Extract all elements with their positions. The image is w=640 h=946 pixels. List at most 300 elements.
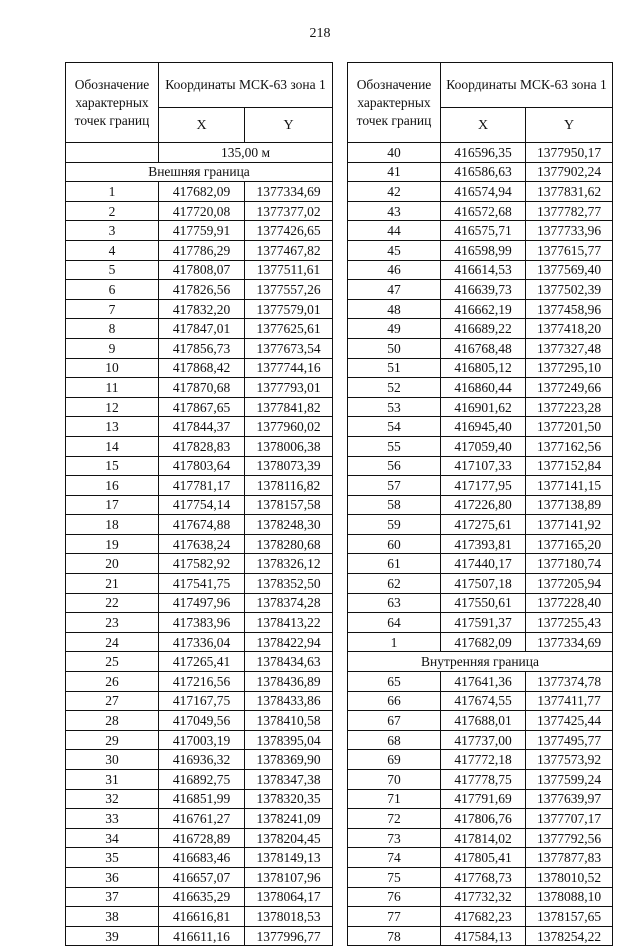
point-number: 40 (348, 143, 441, 163)
point-number: 61 (348, 554, 441, 574)
table-row (66, 221, 333, 241)
coord-x: 417674,88 (159, 515, 245, 535)
table-row (348, 182, 613, 202)
coord-y: 1378006,38 (245, 436, 333, 456)
coord-x: 416761,27 (159, 809, 245, 829)
point-number: 76 (348, 887, 441, 907)
coord-y: 1378326,12 (245, 554, 333, 574)
table-header-row (66, 63, 333, 108)
table-row (348, 730, 613, 750)
table-row (348, 613, 613, 633)
coord-y: 1377418,20 (526, 319, 613, 339)
coord-x: 416616,81 (159, 907, 245, 927)
table-row (66, 338, 333, 358)
point-number: 48 (348, 299, 441, 319)
point-number: 58 (348, 495, 441, 515)
table-row (348, 143, 613, 163)
point-number: 27 (66, 691, 159, 711)
coord-y: 1377782,77 (526, 201, 613, 221)
coord-y: 1377877,83 (526, 848, 613, 868)
coord-x: 417682,09 (441, 632, 526, 652)
coord-x: 417003,19 (159, 730, 245, 750)
table-row (348, 240, 613, 260)
coord-x: 416851,99 (159, 789, 245, 809)
table-row (66, 907, 333, 927)
table-row (348, 907, 613, 927)
point-number: 7 (66, 299, 159, 319)
table-row (66, 378, 333, 398)
coord-y: 1377334,69 (245, 182, 333, 202)
point-number: 43 (348, 201, 441, 221)
coord-x: 417868,42 (159, 358, 245, 378)
coord-y: 1377141,15 (526, 476, 613, 496)
table-row (66, 652, 333, 672)
table-row (348, 534, 613, 554)
coord-x: 417497,96 (159, 593, 245, 613)
point-number: 33 (66, 809, 159, 829)
table-row (348, 672, 613, 692)
coord-x: 417759,91 (159, 221, 245, 241)
coord-y: 1377138,89 (526, 495, 613, 515)
coord-y: 1378018,53 (245, 907, 333, 927)
table-row (348, 574, 613, 594)
point-number: 54 (348, 417, 441, 437)
coord-y: 1377573,92 (526, 750, 613, 770)
coord-y: 1377249,66 (526, 378, 613, 398)
coord-y: 1378064,17 (245, 887, 333, 907)
coord-x: 416892,75 (159, 770, 245, 790)
table-row (348, 554, 613, 574)
table-row (66, 848, 333, 868)
section-row (66, 162, 333, 182)
distance-empty-cell (66, 143, 159, 163)
coord-x: 417732,32 (441, 887, 526, 907)
coord-y: 1378434,63 (245, 652, 333, 672)
point-number: 25 (66, 652, 159, 672)
table-row (348, 456, 613, 476)
section-row (348, 652, 613, 672)
coord-x: 416945,40 (441, 417, 526, 437)
coord-x: 417167,75 (159, 691, 245, 711)
coord-y: 1378320,35 (245, 789, 333, 809)
table-row (66, 574, 333, 594)
coord-y: 1377425,44 (526, 711, 613, 731)
coord-x: 417870,68 (159, 378, 245, 398)
coord-y: 1378254,22 (526, 926, 613, 946)
point-number: 32 (66, 789, 159, 809)
table-row (348, 221, 613, 241)
coord-y: 1377673,54 (245, 338, 333, 358)
coord-x: 416662,19 (441, 299, 526, 319)
coord-y: 1378395,04 (245, 730, 333, 750)
header-x: X (441, 108, 526, 143)
coord-y: 1377377,02 (245, 201, 333, 221)
table-row (66, 436, 333, 456)
coord-y: 1377165,20 (526, 534, 613, 554)
table-row (66, 515, 333, 535)
coord-y: 1378413,22 (245, 613, 333, 633)
coord-x: 416657,07 (159, 867, 245, 887)
point-number: 31 (66, 770, 159, 790)
coord-x: 416768,48 (441, 338, 526, 358)
coord-x: 416635,29 (159, 887, 245, 907)
coord-y: 1378157,65 (526, 907, 613, 927)
table-row (348, 358, 613, 378)
table-row (66, 260, 333, 280)
coord-y: 1377295,10 (526, 358, 613, 378)
point-number: 57 (348, 476, 441, 496)
table-row (66, 476, 333, 496)
table-row (66, 672, 333, 692)
coord-x: 416598,99 (441, 240, 526, 260)
table-row (66, 417, 333, 437)
table-row (66, 691, 333, 711)
point-number: 45 (348, 240, 441, 260)
point-number: 26 (66, 672, 159, 692)
coord-y: 1377162,56 (526, 436, 613, 456)
point-number: 5 (66, 260, 159, 280)
page-number: 218 (309, 26, 331, 41)
table-row (66, 319, 333, 339)
coord-x: 417049,56 (159, 711, 245, 731)
table-row (66, 613, 333, 633)
point-number: 19 (66, 534, 159, 554)
coord-y: 1378374,28 (245, 593, 333, 613)
point-number: 66 (348, 691, 441, 711)
point-number: 18 (66, 515, 159, 535)
coord-x: 417682,09 (159, 182, 245, 202)
coord-x: 417265,41 (159, 652, 245, 672)
point-number: 44 (348, 221, 441, 241)
coord-y: 1378280,68 (245, 534, 333, 554)
coord-y: 1378073,39 (245, 456, 333, 476)
point-number: 15 (66, 456, 159, 476)
point-number: 51 (348, 358, 441, 378)
point-number: 75 (348, 867, 441, 887)
table-row (348, 260, 613, 280)
distance-value: 135,00 м (159, 143, 333, 163)
point-number: 49 (348, 319, 441, 339)
point-number: 71 (348, 789, 441, 809)
coord-x: 417688,01 (441, 711, 526, 731)
table-row (348, 711, 613, 731)
coord-x: 417336,04 (159, 632, 245, 652)
point-number: 30 (66, 750, 159, 770)
coord-y: 1378410,58 (245, 711, 333, 731)
point-number: 36 (66, 867, 159, 887)
table-row (66, 554, 333, 574)
point-number: 10 (66, 358, 159, 378)
coord-y: 1377557,26 (245, 280, 333, 300)
point-number: 38 (66, 907, 159, 927)
coord-y: 1377744,16 (245, 358, 333, 378)
coord-x: 417440,17 (441, 554, 526, 574)
coord-y: 1377511,61 (245, 260, 333, 280)
point-number: 74 (348, 848, 441, 868)
point-number: 72 (348, 809, 441, 829)
point-number: 78 (348, 926, 441, 946)
point-number: 14 (66, 436, 159, 456)
coord-y: 1377793,01 (245, 378, 333, 398)
table-row (66, 534, 333, 554)
point-number: 56 (348, 456, 441, 476)
point-number: 3 (66, 221, 159, 241)
coord-x: 417832,20 (159, 299, 245, 319)
coord-y: 1378149,13 (245, 848, 333, 868)
coord-y: 1377141,92 (526, 515, 613, 535)
coord-x: 416574,94 (441, 182, 526, 202)
table-row (348, 887, 613, 907)
coord-y: 1378116,82 (245, 476, 333, 496)
coord-y: 1377841,82 (245, 397, 333, 417)
point-number: 34 (66, 828, 159, 848)
section-inner-boundary: Внутренняя граница (348, 652, 613, 672)
coord-y: 1378352,50 (245, 574, 333, 594)
point-number: 37 (66, 887, 159, 907)
table-row (348, 809, 613, 829)
point-number: 77 (348, 907, 441, 927)
table-row (66, 456, 333, 476)
point-number: 55 (348, 436, 441, 456)
coord-x: 417828,83 (159, 436, 245, 456)
coord-x: 417107,33 (441, 456, 526, 476)
header-coordinates: Координаты МСК-63 зона 1 (441, 63, 613, 108)
coord-x: 417550,61 (441, 593, 526, 613)
coord-x: 417383,96 (159, 613, 245, 633)
coord-y: 1377334,69 (526, 632, 613, 652)
coord-y: 1377374,78 (526, 672, 613, 692)
table-row (348, 632, 613, 652)
table-row (66, 299, 333, 319)
coord-y: 1377569,40 (526, 260, 613, 280)
table-row (348, 436, 613, 456)
table-header-row (348, 63, 613, 108)
table-row (66, 711, 333, 731)
coord-y: 1377502,39 (526, 280, 613, 300)
table-row (66, 887, 333, 907)
point-number: 73 (348, 828, 441, 848)
table-row (66, 730, 333, 750)
coord-y: 1377950,17 (526, 143, 613, 163)
coord-y: 1378157,58 (245, 495, 333, 515)
point-number: 59 (348, 515, 441, 535)
point-number: 68 (348, 730, 441, 750)
coord-y: 1377467,82 (245, 240, 333, 260)
coord-y: 1377228,40 (526, 593, 613, 613)
coord-y: 1377411,77 (526, 691, 613, 711)
point-number: 12 (66, 397, 159, 417)
section-outer-boundary: Внешняя граница (66, 162, 333, 182)
point-number: 64 (348, 613, 441, 633)
point-number: 6 (66, 280, 159, 300)
coord-x: 417226,80 (441, 495, 526, 515)
coordinates-table-right (347, 62, 613, 946)
point-number: 29 (66, 730, 159, 750)
coord-y: 1377327,48 (526, 338, 613, 358)
point-number: 24 (66, 632, 159, 652)
point-number: 35 (66, 848, 159, 868)
coord-y: 1378204,45 (245, 828, 333, 848)
distance-row (66, 143, 333, 163)
table-row (66, 397, 333, 417)
table-row (66, 828, 333, 848)
coordinates-table-left (65, 62, 333, 946)
point-number: 11 (66, 378, 159, 398)
coord-y: 1377495,77 (526, 730, 613, 750)
coord-x: 417867,65 (159, 397, 245, 417)
point-number: 23 (66, 613, 159, 633)
table-row (348, 299, 613, 319)
table-row (348, 495, 613, 515)
coord-x: 417786,29 (159, 240, 245, 260)
coord-x: 417847,01 (159, 319, 245, 339)
coord-x: 417768,73 (441, 867, 526, 887)
coord-x: 417844,37 (159, 417, 245, 437)
coord-y: 1377201,50 (526, 417, 613, 437)
point-number: 62 (348, 574, 441, 594)
coord-x: 417674,55 (441, 691, 526, 711)
coord-x: 417216,56 (159, 672, 245, 692)
coord-x: 417791,69 (441, 789, 526, 809)
table-row (66, 240, 333, 260)
coord-x: 417720,08 (159, 201, 245, 221)
coord-x: 416586,63 (441, 162, 526, 182)
point-number: 67 (348, 711, 441, 731)
point-number: 65 (348, 672, 441, 692)
point-number: 70 (348, 770, 441, 790)
coord-x: 417638,24 (159, 534, 245, 554)
coord-x: 417591,37 (441, 613, 526, 633)
point-number: 50 (348, 338, 441, 358)
table-row (66, 632, 333, 652)
point-number: 20 (66, 554, 159, 574)
table-row (348, 593, 613, 613)
header-designation: Обозначение характерных точек границ (348, 63, 441, 143)
header-y: Y (245, 108, 333, 143)
coord-y: 1377733,96 (526, 221, 613, 241)
coord-y: 1377458,96 (526, 299, 613, 319)
coord-x: 417584,13 (441, 926, 526, 946)
coord-x: 416614,53 (441, 260, 526, 280)
coord-x: 417803,64 (159, 456, 245, 476)
table-row (348, 338, 613, 358)
coord-y: 1377180,74 (526, 554, 613, 574)
coord-x: 417856,73 (159, 338, 245, 358)
coord-x: 416683,46 (159, 848, 245, 868)
table-row (348, 867, 613, 887)
coord-y: 1378010,52 (526, 867, 613, 887)
point-number: 8 (66, 319, 159, 339)
coord-x: 417778,75 (441, 770, 526, 790)
table-row (66, 593, 333, 613)
coord-x: 417826,56 (159, 280, 245, 300)
coord-y: 1377707,17 (526, 809, 613, 829)
point-number: 17 (66, 495, 159, 515)
coord-x: 417541,75 (159, 574, 245, 594)
header-designation: Обозначение характерных точек границ (66, 63, 159, 143)
coord-x: 417059,40 (441, 436, 526, 456)
point-number: 13 (66, 417, 159, 437)
table-row (348, 319, 613, 339)
coord-x: 416611,16 (159, 926, 245, 946)
coord-y: 1377792,56 (526, 828, 613, 848)
coord-x: 416639,73 (441, 280, 526, 300)
table-row (66, 280, 333, 300)
point-number: 53 (348, 397, 441, 417)
coord-x: 417737,00 (441, 730, 526, 750)
table-row (348, 162, 613, 182)
coord-y: 1378107,96 (245, 867, 333, 887)
table-row (348, 397, 613, 417)
coord-x: 417772,18 (441, 750, 526, 770)
coord-y: 1378347,38 (245, 770, 333, 790)
point-number: 21 (66, 574, 159, 594)
point-number: 28 (66, 711, 159, 731)
coord-y: 1377579,01 (245, 299, 333, 319)
table-row (66, 201, 333, 221)
coord-y: 1378422,94 (245, 632, 333, 652)
coord-y: 1378241,09 (245, 809, 333, 829)
coord-x: 417808,07 (159, 260, 245, 280)
coord-x: 417682,23 (441, 907, 526, 927)
point-number: 42 (348, 182, 441, 202)
point-number: 39 (66, 926, 159, 946)
coord-y: 1377996,77 (245, 926, 333, 946)
table-row (348, 789, 613, 809)
coord-x: 417805,41 (441, 848, 526, 868)
point-number: 22 (66, 593, 159, 613)
coord-y: 1377960,02 (245, 417, 333, 437)
table-row (66, 495, 333, 515)
header-y: Y (526, 108, 613, 143)
coord-y: 1377255,43 (526, 613, 613, 633)
point-number: 2 (66, 201, 159, 221)
table-row (348, 378, 613, 398)
coord-x: 417641,36 (441, 672, 526, 692)
point-number: 16 (66, 476, 159, 496)
point-number: 1 (66, 182, 159, 202)
coord-x: 416575,71 (441, 221, 526, 241)
coord-x: 416689,22 (441, 319, 526, 339)
table-row (66, 182, 333, 202)
table-row (348, 691, 613, 711)
coord-x: 417582,92 (159, 554, 245, 574)
table-row (66, 770, 333, 790)
table-row (348, 848, 613, 868)
coord-x: 416805,12 (441, 358, 526, 378)
point-number: 9 (66, 338, 159, 358)
table-row (348, 201, 613, 221)
coord-x: 417754,14 (159, 495, 245, 515)
coord-y: 1377615,77 (526, 240, 613, 260)
point-number: 46 (348, 260, 441, 280)
point-number: 47 (348, 280, 441, 300)
coord-x: 417781,17 (159, 476, 245, 496)
coord-y: 1378436,89 (245, 672, 333, 692)
coord-x: 417806,76 (441, 809, 526, 829)
coord-y: 1377426,65 (245, 221, 333, 241)
coord-x: 417814,02 (441, 828, 526, 848)
coord-x: 416596,35 (441, 143, 526, 163)
coord-x: 417275,61 (441, 515, 526, 535)
table-row (348, 770, 613, 790)
header-x: X (159, 108, 245, 143)
coord-x: 417177,95 (441, 476, 526, 496)
point-number: 60 (348, 534, 441, 554)
coord-y: 1377205,94 (526, 574, 613, 594)
table-row (66, 750, 333, 770)
coord-y: 1377599,24 (526, 770, 613, 790)
